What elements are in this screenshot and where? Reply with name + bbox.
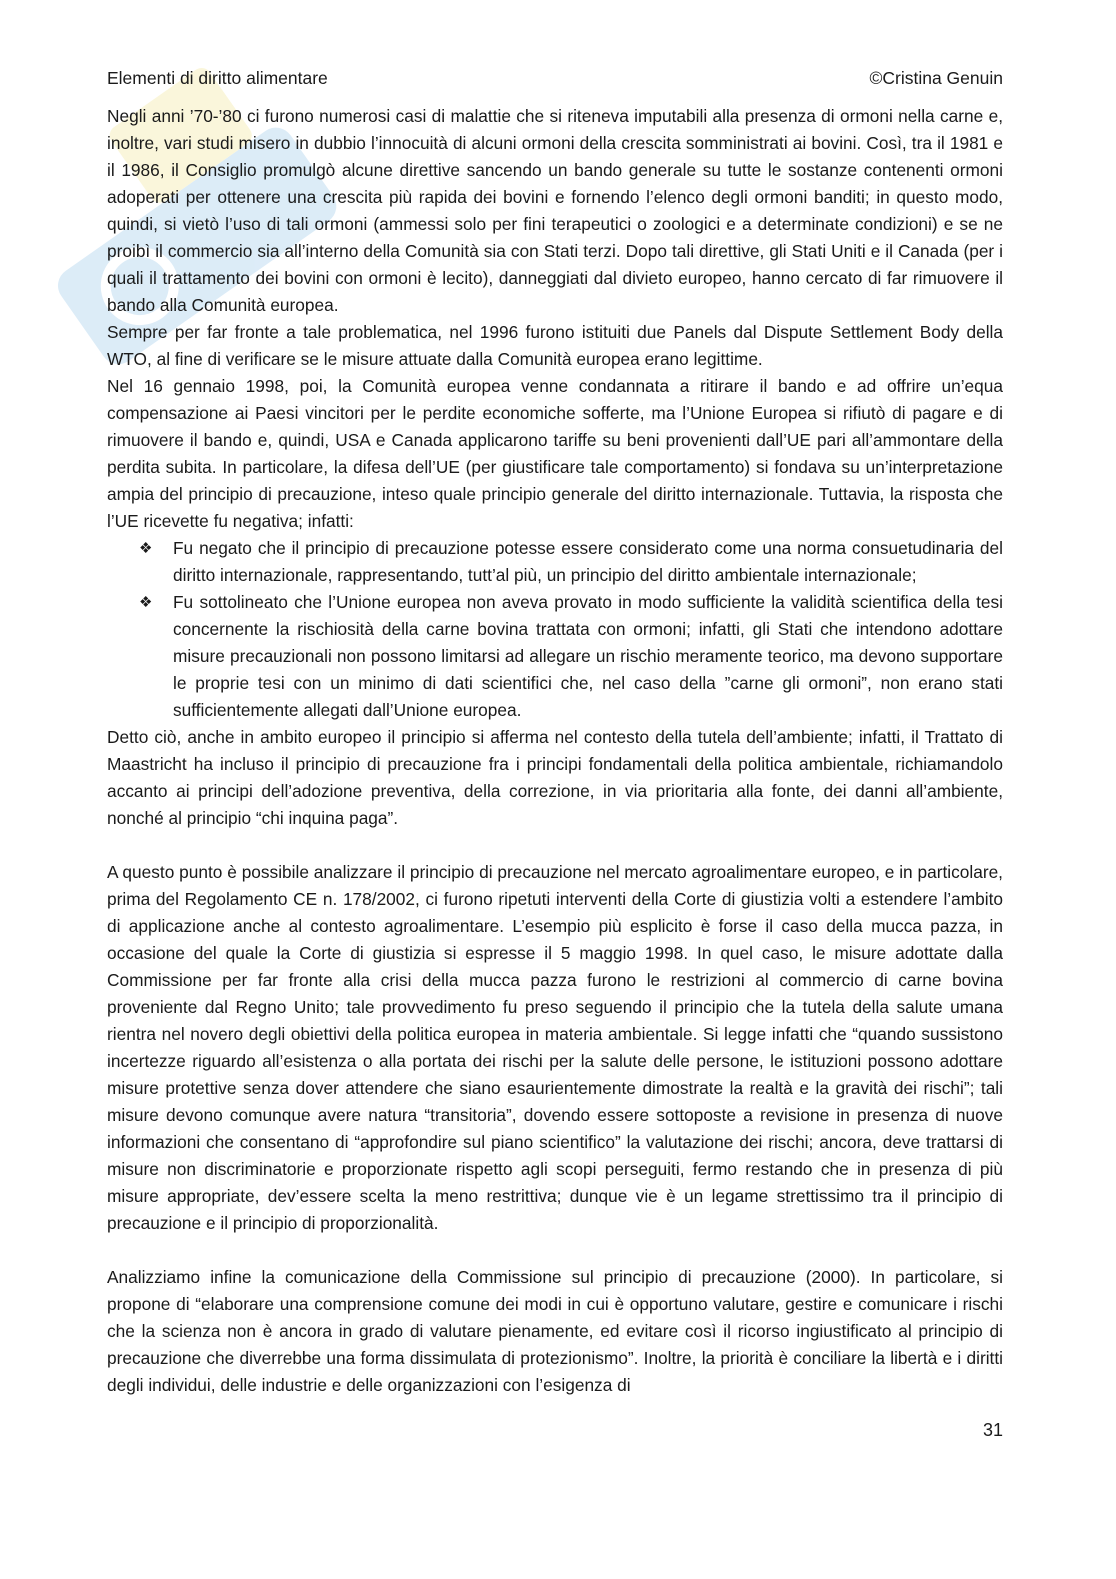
bullet-list (107, 535, 1003, 724)
list-item (139, 535, 1003, 589)
header-author: ©Cristina Genuin (869, 68, 1003, 88)
bullet-text: Fu sottolineato che l’Unione europea non aveva provato in modo sufficiente la validità scientifica della tesi concernente la rischiosità della carne bovina trattata con ormoni; infatti, gli Stati che intendono adottare misure precauzionali non possono limitarsi ad allegare un rischio meramente teorico, ma devono supportare le proprie tesi con un minimo di dati scientifici che, nel caso della ”carne gli ormoni”, non erano stati sufficientemente allegati dall’Unione europea. (173, 592, 1003, 720)
paragraph-condemnation: Nel 16 gennaio 1998, poi, la Comunità europea venne condannata a ritirare il bando e ad offrire un’equa compensazione ai Paesi vincitori per le perdite economiche sofferte, ma l’Unione Europea si rifiutò di pagare e di rimuovere il bando e, quindi, USA e Canada applicarono tariffe su beni provenienti dall’UE pari all’ammontare della perdita subita. In particolare, la difesa dell’UE (per giustificare tale comportamento) si fondava su un’interpretazione ampia del principio di precauzione, inteso quale principio generale del diritto internazionale. Tuttavia, la risposta che l’UE ricevette fu negativa; infatti: (107, 376, 1003, 531)
diamond-bullet-icon: ❖ (139, 540, 153, 557)
paragraph-commission-communication: Analizziamo infine la comunicazione della Commissione sul principio di precauzione (2000). In particolare, si propone di “elaborare una comprensione comune dei modi in cui è opportuno valutare, gestire e comunicare i rischi che la scienza non è ancora in grado di valutare pienamente, ed evitare così il ricorso ingiustificato al principio di precauzione che diverrebbe una forma dissimulata di protezionismo”. Inoltre, la priorità è conciliare la libertà e i diritti degli individui, delle industrie e delle organizzazioni con l’esigenza di (107, 1267, 1003, 1395)
header-title: Elementi di diritto alimentare (107, 68, 328, 88)
page-body (107, 103, 1003, 1399)
paragraph-hormones: Negli anni ’70-’80 ci furono numerosi casi di malattie che si riteneva imputabili alla presenza di ormoni nella carne e, inoltre, vari studi misero in dubbio l’innocuità di alcuni ormoni della crescita somministrati ai bovini. Così, tra il 1981 e il 1986, il Consiglio promulgò alcune direttive sancendo un bando generale su tutte le sostanze contenenti ormoni adoperati per ottenere una crescita più rapida dei bovini e fornendo l’elenco degli ormoni banditi; in questo modo, quindi, si vietò l’uso di tali ormoni (ammessi solo per fini terapeutici o zoologici e a determinate condizioni) e se ne proibì il commercio sia all’interno della Comunità sia con Stati terzi. Dopo tali direttive, gli Stati Uniti e il Canada (per i quali il trattamento dei bovini con ormoni è lecito), danneggiati dal divieto europeo, hanno cercato di far rimuovere il bando alla Comunità europea. (107, 106, 1003, 315)
paragraph-agrifood-market: A questo punto è possibile analizzare il principio di precauzione nel mercato agroalimentare europeo, e in particolare, prima del Regolamento CE n. 178/2002, ci furono ripetuti interventi della Corte di giustizia volti a estendere l’ambito di applicazione anche al contesto agroalimentare. L’esempio più esplicito è forse il caso della mucca pazza, in occasione del quale la Corte di giustizia si espresse il 5 maggio 1998. In quel caso, le misure adottate dalla Commissione per far fronte alla crisi della mucca pazza furono le restrizioni al commercio di carne bovina proveniente dal Regno Unito; tale provvedimento fu preso seguendo il principio che la tutela della salute umana rientra nel novero degli obiettivi della politica europea in materia ambientale. Si legge infatti che “quando sussistono incertezze riguardo all’esistenza o alla portata dei rischi per la salute delle persone, le istituzioni possono adottare misure protettive senza dover attendere che siano esaurientemente dimostrate la realtà e la gravità dei rischi”; tali misure devono comunque avere natura “transitoria”, dovendo essere sottoposte a revisione in presenza di nuove informazioni che consentano di “approfondire sul piano scientifico” la valutazione dei rischi; ancora, deve trattarsi di misure non discriminatorie e proporzionate rispetto agli scopi perseguiti, fermo restando che in presenza di più misure appropriate, dev’essere scelta la meno restrittiva; dunque vie è un legame strettissimo tra il principio di precauzione e il principio di proporzionalità. (107, 862, 1003, 1233)
diamond-bullet-icon: ❖ (139, 594, 153, 611)
paragraph-maastricht: Detto ciò, anche in ambito europeo il principio si afferma nel contesto della tutela dell’ambiente; infatti, il Trattato di Maastricht ha incluso il principio di precauzione fra i principi fondamentali della politica ambientale, richiamandolo accanto ai principi dell’adozione preventiva, della correzione, in via prioritaria alla fonte, dei danni all’ambiente, nonché al principio “chi inquina paga”. (107, 727, 1003, 828)
paragraph-wto-panels: Sempre per far fronte a tale problematica, nel 1996 furono istituiti due Panels dal Dispute Settlement Body della WTO, al fine di verificare se le misure attuate dalla Comunità europea erano legittime. (107, 322, 1003, 369)
page-header (107, 66, 1003, 90)
bullet-text: Fu negato che il principio di precauzione potesse essere considerato come una norma consuetudinaria del diritto internazionale, rappresentando, tutt’al più, un principio del diritto ambientale internazionale; (173, 538, 1003, 585)
page-number: 31 (982, 1420, 1003, 1440)
list-item (139, 589, 1003, 724)
